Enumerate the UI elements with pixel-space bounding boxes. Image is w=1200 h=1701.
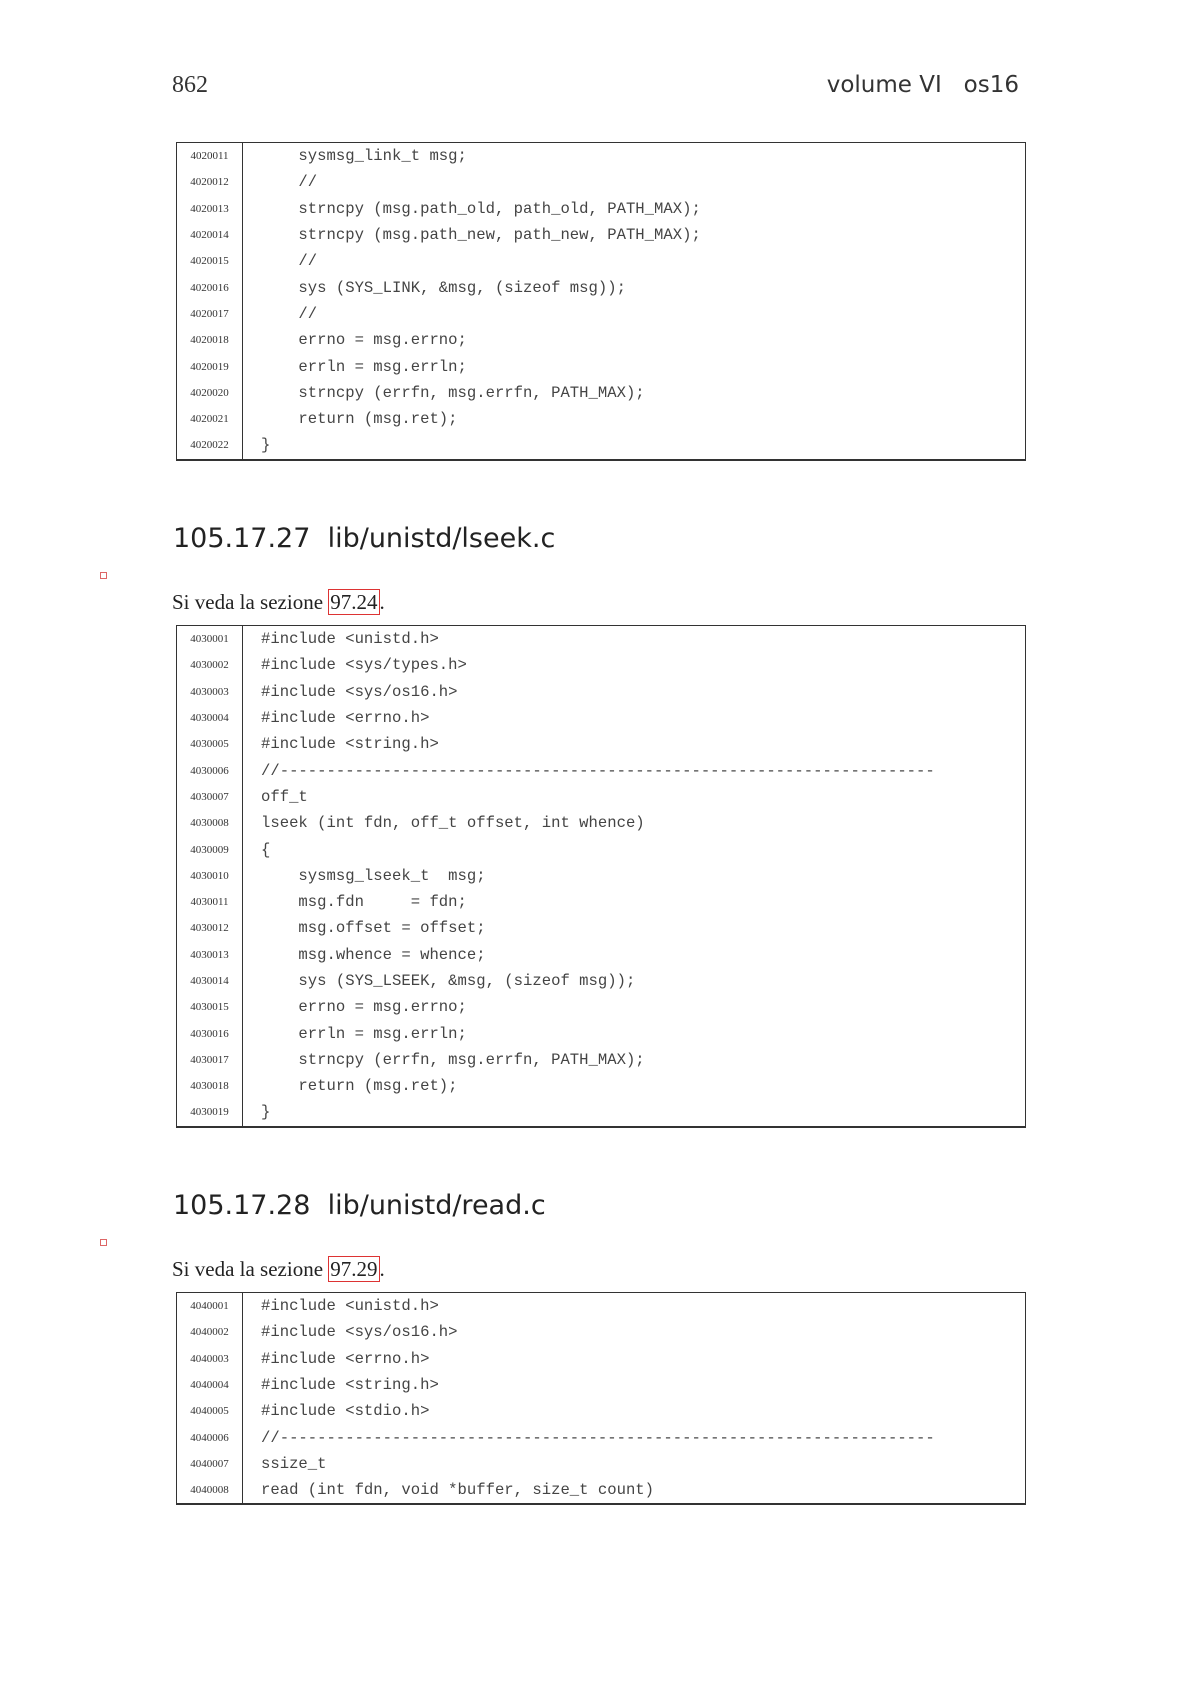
code-text: return (msg.ret); xyxy=(261,1077,458,1096)
line-number: 4030010 xyxy=(190,869,229,882)
line-number: 4020021 xyxy=(190,413,229,426)
code-line xyxy=(177,731,1025,757)
code-text: sys (SYS_LSEEK, &msg, (sizeof msg)); xyxy=(261,972,636,990)
see-also-suffix: . xyxy=(379,1257,385,1281)
line-number: 4040007 xyxy=(190,1457,229,1470)
code-text: sys (SYS_LINK, &msg, (sizeof msg)); xyxy=(261,278,626,297)
see-also-prefix: Si veda la sezione xyxy=(172,1257,329,1281)
line-number: 4020015 xyxy=(190,255,229,268)
code-line xyxy=(177,994,1025,1020)
code-text: sysmsg_lseek_t msg; xyxy=(261,866,486,885)
code-text: msg.whence = whence; xyxy=(261,945,486,964)
code-text: msg.fdn = fdn; xyxy=(261,893,467,912)
code-line xyxy=(177,757,1025,783)
code-line xyxy=(177,889,1025,915)
code-line xyxy=(177,222,1025,248)
code-line xyxy=(177,327,1025,353)
code-line xyxy=(177,301,1025,327)
line-number: 4040005 xyxy=(190,1405,229,1418)
code-text: lseek (int fdn, off_t offset, int whence) xyxy=(261,814,645,833)
line-number: 4020013 xyxy=(190,202,229,215)
code-text: #include <errno.h> xyxy=(261,709,430,728)
line-number: 4030016 xyxy=(190,1027,229,1040)
code-line xyxy=(177,143,1025,169)
code-text: read (int fdn, void *buffer, size_t count) xyxy=(261,1481,655,1500)
code-line xyxy=(177,1372,1025,1398)
code-text: } xyxy=(261,1103,271,1122)
see-also-prefix: Si veda la sezione xyxy=(172,590,329,614)
line-number: 4030007 xyxy=(190,790,229,803)
code-text: strncpy (msg.path_new, path_new, PATH_MAX); xyxy=(261,226,701,245)
code-text: errno = msg.errno; xyxy=(261,331,467,350)
code-line xyxy=(177,626,1025,652)
code-line xyxy=(177,784,1025,810)
section-heading-lseek: 105.17.27 lib/unistd/lseek.c xyxy=(173,523,556,554)
code-text: strncpy (errfn, msg.errfn, PATH_MAX); xyxy=(261,1050,645,1069)
line-number: 4030003 xyxy=(190,685,229,698)
section-heading-read: 105.17.28 lib/unistd/read.c xyxy=(173,1190,546,1221)
line-number: 4020014 xyxy=(190,229,229,242)
line-number: 4030014 xyxy=(190,975,229,987)
line-number: 4040008 xyxy=(190,1484,229,1497)
line-number: 4030017 xyxy=(190,1053,229,1066)
code-listing-lseek xyxy=(176,625,1026,1128)
line-number: 4020020 xyxy=(190,386,229,399)
line-number: 4020018 xyxy=(190,334,229,347)
code-line xyxy=(177,432,1025,458)
code-line xyxy=(177,1293,1025,1319)
line-number: 4030008 xyxy=(190,817,229,830)
code-line xyxy=(177,705,1025,731)
line-number: 4030006 xyxy=(190,764,229,777)
line-number: 4020019 xyxy=(190,360,229,373)
line-number: 4030004 xyxy=(190,712,229,725)
code-line xyxy=(177,274,1025,300)
code-text: #include <sys/os16.h> xyxy=(261,682,458,701)
line-number: 4020016 xyxy=(190,281,229,294)
code-text: #include <stdio.h> xyxy=(261,1402,430,1421)
code-text: #include <errno.h> xyxy=(261,1349,430,1368)
code-line xyxy=(177,679,1025,705)
line-number: 4030001 xyxy=(190,633,229,646)
code-text: return (msg.ret); xyxy=(261,410,458,429)
line-number: 4030009 xyxy=(190,843,229,856)
running-head: volume VI os16 xyxy=(826,72,1019,98)
code-listing-link xyxy=(176,142,1026,461)
page-number: 862 xyxy=(172,72,208,98)
code-text: #include <string.h> xyxy=(261,735,439,754)
code-line xyxy=(177,1319,1025,1345)
code-text: strncpy (msg.path_old, path_old, PATH_MAX); xyxy=(261,199,701,218)
code-line xyxy=(177,406,1025,432)
see-also-suffix: . xyxy=(379,590,385,614)
code-line xyxy=(177,863,1025,889)
code-text: // xyxy=(261,304,318,323)
code-line xyxy=(177,1451,1025,1477)
code-text: //---------------------------------------------------------------------- xyxy=(261,761,935,780)
see-also-read xyxy=(172,1257,385,1282)
code-text: #include <sys/os16.h> xyxy=(261,1323,458,1342)
line-number: 4030005 xyxy=(190,738,229,751)
code-line xyxy=(177,196,1025,222)
margin-marker xyxy=(100,1239,107,1246)
code-text: off_t xyxy=(261,787,308,806)
line-number: 4040006 xyxy=(190,1431,229,1444)
code-line xyxy=(177,353,1025,379)
code-line xyxy=(177,1099,1025,1125)
code-text: msg.offset = offset; xyxy=(261,919,486,938)
code-line xyxy=(177,380,1025,406)
code-text: { xyxy=(261,840,271,859)
code-text: strncpy (errfn, msg.errfn, PATH_MAX); xyxy=(261,383,645,402)
see-also-lseek xyxy=(172,590,385,615)
line-number: 4020022 xyxy=(190,439,229,452)
code-line xyxy=(177,810,1025,836)
section-link-97-29[interactable]: 97.29 xyxy=(330,1257,378,1281)
code-line xyxy=(177,1477,1025,1503)
code-line xyxy=(177,1020,1025,1046)
code-text: #include <string.h> xyxy=(261,1376,439,1395)
code-text: #include <unistd.h> xyxy=(261,1297,439,1316)
line-number: 4030018 xyxy=(190,1080,229,1093)
line-number: 4040003 xyxy=(190,1352,229,1365)
code-text: } xyxy=(261,436,271,455)
line-number: 4030011 xyxy=(190,896,229,909)
line-number: 4030012 xyxy=(190,922,229,935)
code-line xyxy=(177,942,1025,968)
code-line xyxy=(177,968,1025,994)
code-text: //---------------------------------------------------------------------- xyxy=(261,1428,935,1447)
code-text: errln = msg.errln; xyxy=(261,357,467,376)
code-text: errln = msg.errln; xyxy=(261,1024,467,1043)
code-line xyxy=(177,836,1025,862)
code-line xyxy=(177,1398,1025,1424)
code-line xyxy=(177,1346,1025,1372)
code-listing-read xyxy=(176,1292,1026,1505)
code-text: ssize_t xyxy=(261,1454,327,1473)
line-number: 4040001 xyxy=(190,1300,229,1313)
code-line xyxy=(177,652,1025,678)
code-line xyxy=(177,1424,1025,1450)
line-number: 4030019 xyxy=(190,1106,229,1119)
code-line xyxy=(177,1073,1025,1099)
line-number: 4020011 xyxy=(190,150,229,163)
code-text: // xyxy=(261,252,318,271)
code-text: #include <sys/types.h> xyxy=(261,656,467,675)
line-number: 4030015 xyxy=(190,1001,229,1014)
line-number: 4040004 xyxy=(190,1379,229,1392)
code-text: // xyxy=(261,173,318,192)
margin-marker xyxy=(100,572,107,579)
section-link-97-24[interactable]: 97.24 xyxy=(330,590,378,614)
line-number: 4020017 xyxy=(190,307,229,320)
line-number: 4030013 xyxy=(190,948,229,961)
code-line xyxy=(177,1047,1025,1073)
code-text: errno = msg.errno; xyxy=(261,998,467,1017)
line-number: 4040002 xyxy=(190,1326,229,1339)
line-number: 4030002 xyxy=(190,659,229,672)
code-text: #include <unistd.h> xyxy=(261,630,439,649)
code-text: sysmsg_link_t msg; xyxy=(261,147,467,166)
code-line xyxy=(177,915,1025,941)
code-line xyxy=(177,248,1025,274)
line-number: 4020012 xyxy=(190,176,229,189)
code-line xyxy=(177,169,1025,195)
